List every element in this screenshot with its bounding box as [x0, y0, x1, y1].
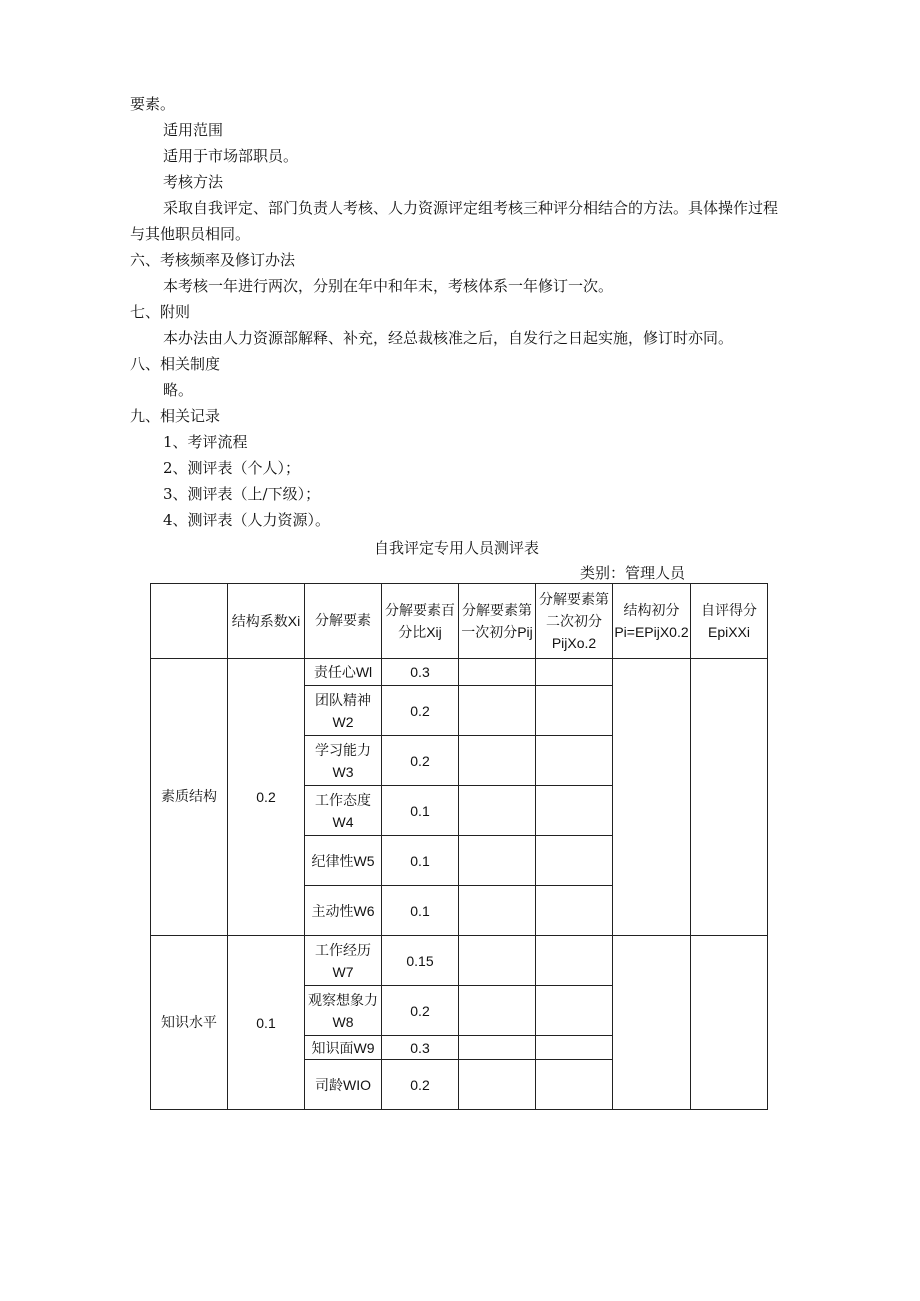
percent-cell: 0.2 — [382, 986, 459, 1036]
section-heading: 九、相关记录 — [130, 407, 221, 425]
percent-cell: 0.3 — [382, 659, 459, 686]
text-line: 略。 — [163, 381, 194, 399]
second-score-cell[interactable] — [536, 736, 613, 786]
list-item: 1、考评流程 — [163, 433, 248, 451]
percent-cell: 0.3 — [382, 1036, 459, 1060]
text-line: 与其他职员相同。 — [130, 225, 251, 243]
list-item: 3、测评表（上/下级）； — [163, 485, 321, 503]
text-line: 适用于市场部职员。 — [163, 147, 299, 165]
first-score-cell[interactable] — [459, 836, 536, 886]
header-cell: 分解要素第一次初分Pij — [459, 584, 536, 659]
percent-cell: 0.1 — [382, 886, 459, 936]
second-score-cell[interactable] — [536, 886, 613, 936]
first-score-cell[interactable] — [459, 1036, 536, 1060]
header-cell: 分解要素第二次初分PijXo.2 — [536, 584, 613, 659]
group-name: 素质结构 — [151, 659, 228, 936]
element-cell: 纪律性W5 — [305, 836, 382, 886]
table-header-row — [151, 584, 768, 659]
element-cell: 司龄WIO — [305, 1060, 382, 1110]
percent-cell: 0.1 — [382, 786, 459, 836]
structure-score-cell[interactable] — [613, 936, 691, 1110]
second-score-cell[interactable] — [536, 659, 613, 686]
second-score-cell[interactable] — [536, 986, 613, 1036]
list-item: 2、测评表（个人）； — [163, 459, 301, 477]
element-cell: 工作经历W7 — [305, 936, 382, 986]
list-item: 4、测评表（人力资源）。 — [163, 511, 331, 529]
section-heading: 七、附则 — [130, 303, 191, 321]
second-score-cell[interactable] — [536, 936, 613, 986]
group-coefficient: 0.2 — [228, 659, 305, 936]
percent-cell: 0.2 — [382, 736, 459, 786]
second-score-cell[interactable] — [536, 1060, 613, 1110]
text-line: 本办法由人力资源部解释、补充，经总裁核准之后，自发行之日起实施，修订时亦同。 — [163, 329, 734, 347]
table-row — [151, 659, 768, 686]
element-cell: 工作态度W4 — [305, 786, 382, 836]
header-cell: 结构系数Xi — [228, 584, 305, 659]
first-score-cell[interactable] — [459, 786, 536, 836]
second-score-cell[interactable] — [536, 1036, 613, 1060]
section-heading: 八、相关制度 — [130, 355, 221, 373]
text-line: 要素。 — [130, 95, 176, 113]
element-cell: 知识面W9 — [305, 1036, 382, 1060]
structure-score-cell[interactable] — [613, 659, 691, 936]
element-cell: 责任心Wl — [305, 659, 382, 686]
text-line: 适用范围 — [163, 121, 224, 139]
table-row — [151, 936, 768, 986]
group-coefficient: 0.1 — [228, 936, 305, 1110]
table-category: 类别：管理人员 — [580, 564, 686, 582]
second-score-cell[interactable] — [536, 836, 613, 886]
first-score-cell[interactable] — [459, 659, 536, 686]
evaluation-table — [150, 583, 768, 1110]
text-line: 采取自我评定、部门负责人考核、人力资源评定组考核三种评分相结合的方法。具体操作过程 — [163, 199, 779, 217]
first-score-cell[interactable] — [459, 686, 536, 736]
self-score-cell[interactable] — [691, 936, 768, 1110]
header-cell: 自评得分EpiXXi — [691, 584, 768, 659]
section-heading: 六、考核频率及修订办法 — [130, 251, 296, 269]
first-score-cell[interactable] — [459, 1060, 536, 1110]
second-score-cell[interactable] — [536, 686, 613, 736]
percent-cell: 0.1 — [382, 836, 459, 886]
header-cell: 分解要素 — [305, 584, 382, 659]
element-cell: 观察想象力W8 — [305, 986, 382, 1036]
percent-cell: 0.2 — [382, 686, 459, 736]
text-line: 本考核一年进行两次，分别在年中和年末，考核体系一年修订一次。 — [163, 277, 614, 295]
header-cell: 结构初分Pi=EPijX0.2 — [613, 584, 691, 659]
table-title: 自我评定专用人员测评表 — [374, 539, 540, 557]
first-score-cell[interactable] — [459, 936, 536, 986]
header-cell: 分解要素百分比Xij — [382, 584, 459, 659]
element-cell: 主动性W6 — [305, 886, 382, 936]
element-cell: 学习能力W3 — [305, 736, 382, 786]
percent-cell: 0.2 — [382, 1060, 459, 1110]
text-line: 考核方法 — [163, 173, 224, 191]
first-score-cell[interactable] — [459, 886, 536, 936]
group-name: 知识水平 — [151, 936, 228, 1110]
first-score-cell[interactable] — [459, 736, 536, 786]
first-score-cell[interactable] — [459, 986, 536, 1036]
element-cell: 团队精神W2 — [305, 686, 382, 736]
header-cell — [151, 584, 228, 659]
self-score-cell[interactable] — [691, 659, 768, 936]
second-score-cell[interactable] — [536, 786, 613, 836]
percent-cell: 0.15 — [382, 936, 459, 986]
